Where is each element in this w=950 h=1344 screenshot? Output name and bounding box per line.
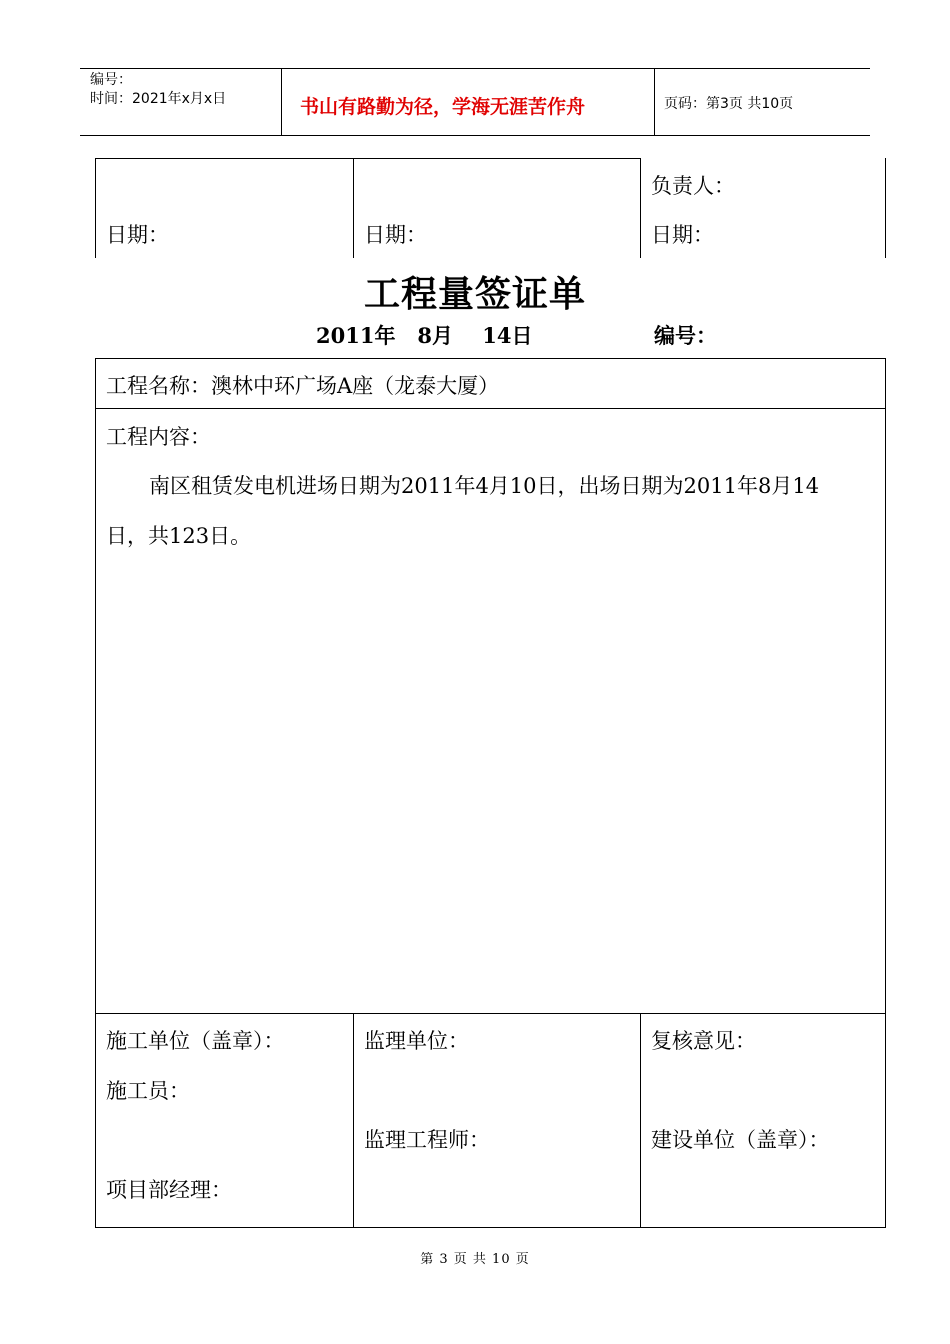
supervision-unit-label: 监理单位： [364, 1029, 469, 1053]
header-page-code: 页码：第3页 共10页 [664, 96, 794, 112]
top-col1-date: 日期： [106, 223, 169, 247]
top-table-line-1 [95, 158, 96, 258]
content-line-1: 南区租赁发电机进场日期为2011年4月10日，出场日期为2011年8月14 [149, 474, 820, 498]
sig-col-divider-2 [640, 1013, 641, 1228]
owner-unit-label: 建设单位（盖章）： [651, 1128, 830, 1152]
row-divider-1 [95, 408, 886, 409]
header-time-label: 时间：2021年x月x日 [90, 91, 227, 107]
document-number-label: 编号： [654, 323, 717, 348]
header-top-rule [80, 68, 870, 69]
top-col2-date: 日期： [364, 223, 427, 247]
content-line-2: 日，共123日。 [106, 524, 252, 548]
content-label: 工程内容： [106, 425, 211, 449]
supervision-engineer-label: 监理工程师： [364, 1128, 490, 1152]
project-manager-label: 项目部经理： [106, 1178, 232, 1202]
header-divider-left [281, 68, 282, 136]
top-table-line-4 [885, 158, 886, 258]
constructor-label: 施工员： [106, 1079, 190, 1103]
header-divider-right [654, 68, 655, 136]
row-divider-2 [95, 1013, 886, 1014]
top-table-line-3 [640, 158, 641, 258]
document-date: 2011年 8月 14日 [316, 323, 533, 348]
review-opinion-label: 复核意见： [651, 1029, 756, 1053]
document-title: 工程量签证单 [363, 273, 586, 315]
sig-col-divider-1 [353, 1013, 354, 1228]
top-table-top-rule [95, 158, 641, 159]
header-number-label: 编号： [90, 72, 132, 88]
project-name: 工程名称：澳林中环广场A座（龙泰大厦） [106, 374, 500, 398]
header-motto: 书山有路勤为径，学海无涯苦作舟 [300, 96, 586, 118]
top-col3-date: 日期： [651, 223, 714, 247]
construction-unit-label: 施工单位（盖章）： [106, 1029, 285, 1053]
header-bottom-rule [80, 135, 870, 136]
page-footer: 第 3 页 共 10 页 [420, 1252, 530, 1267]
top-table-line-2 [353, 158, 354, 258]
top-col3-person: 负责人： [651, 174, 735, 198]
